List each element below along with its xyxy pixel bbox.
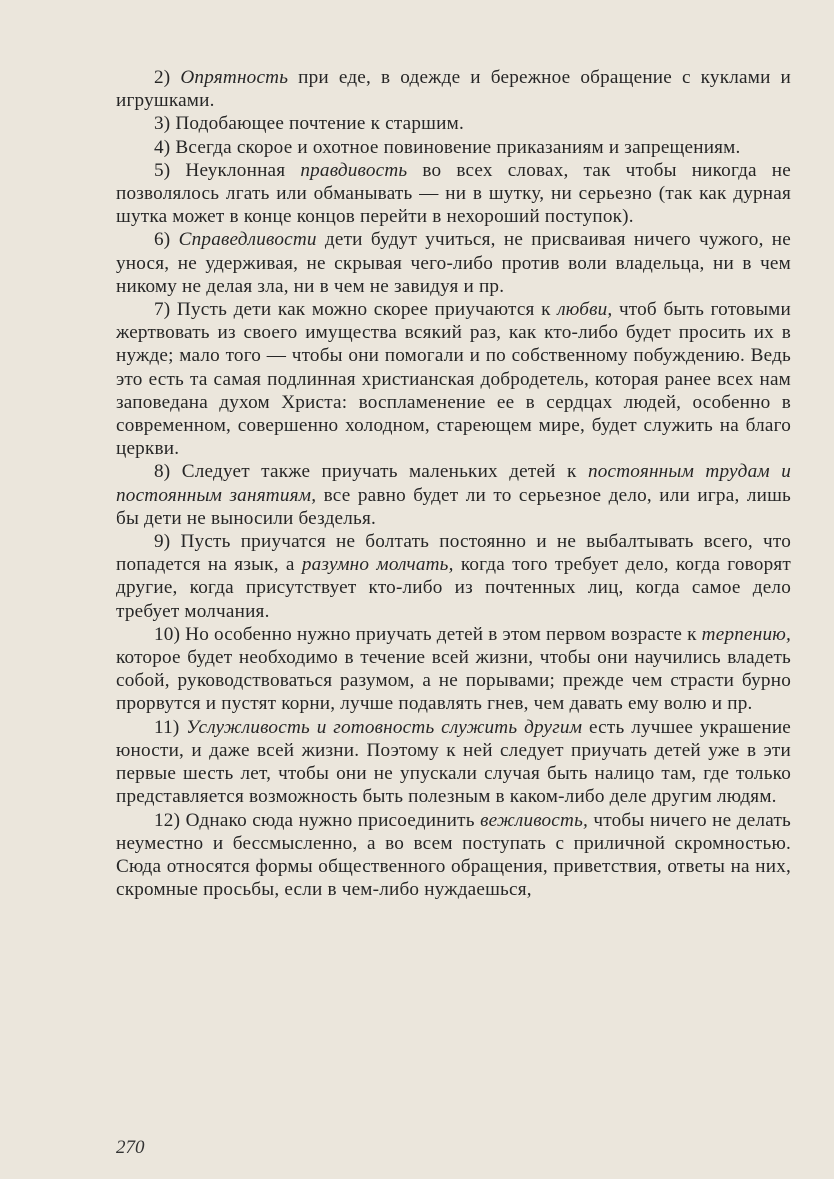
text-run: 9) Пусть приучатся не болтать постоянно и не выбалтывать всего, что попадется на язык, а (116, 531, 791, 576)
text-run: все равно будет ли то серьезное дело, или игра, лишь бы дети не выносили безделья. (116, 484, 791, 529)
text-run: 2) (154, 67, 181, 88)
paragraph (116, 460, 791, 530)
text-run: 12) Однако сюда нужно присоединить (154, 809, 481, 831)
emphasized-text: правдивость (300, 159, 408, 181)
emphasized-text: постоянным трудам и постоянным занятиям, (116, 461, 791, 506)
paragraph (116, 159, 791, 229)
paragraph (116, 530, 791, 623)
emphasized-text: Опрятность (180, 67, 289, 88)
text-run: чтобы ничего не делать неуместно и бессмысленно, а во всем поступать с приличной скромностью. Сюда относятся формы общественного обращения, приветствия, ответы на них, скромные просьбы, если в чем-либо нуждаешься, (116, 809, 791, 901)
text-run: 5) Неуклонная (154, 159, 301, 181)
text-run: 8) Следует также приучать маленьких детей к (154, 461, 588, 483)
text-run: когда того требует дело, когда говорят другие, когда присутствует кто-либо из почтенных лиц, когда самое дело требует молчания. (116, 554, 791, 622)
text-run: 10) Но особенно нужно приучать детей в этом первом возрасте к (154, 623, 702, 645)
body-text (116, 66, 791, 901)
text-run: дети будут учиться, не присваивая ничего чужого, не унося, не удерживая, не скрывая чего-либо против воли владельца, ни в чем никому не делая зла, ни в чем не завидуя и пр. (116, 229, 791, 297)
paragraph (116, 623, 791, 716)
text-run: 6) (154, 229, 179, 251)
paragraph (116, 298, 791, 460)
page-number: 270 (116, 1137, 145, 1158)
paragraph (116, 716, 791, 809)
emphasized-text: Услужливость и готовность служить другим (186, 716, 583, 738)
emphasized-text: любви, (557, 299, 613, 321)
emphasized-text: терпению, (701, 623, 791, 645)
emphasized-text: Справедливости (178, 229, 317, 251)
paragraph (116, 136, 791, 159)
text-run: 3) Подобающее почтение к старшим. (154, 113, 464, 135)
paragraph (116, 66, 791, 112)
paragraph (116, 112, 791, 135)
paragraph (116, 809, 791, 902)
text-run: 7) Пусть дети как можно скорее приучаются к (154, 299, 558, 321)
text-run: 4) Всегда скорое и охотное повиновение приказаниям и запрещениям. (154, 136, 741, 158)
emphasized-text: вежливость, (480, 809, 589, 831)
text-run: есть лучшее украшение юности, и даже всей жизни. Поэтому к ней следует приучать детей уже в эти первые шесть лет, чтобы они не упускали случая быть налицо там, где только представляется возможность быть полезным в каком-либо деле другим людям. (116, 716, 792, 808)
text-run: которое будет необходимо в течение всей жизни, чтобы они научились владеть собой, руководствоваться разумом, а не порывами; прежде чем страсти бурно прорвутся и пустят корни, лучше подавлять гнев, чем давать ему волю и пр. (116, 647, 791, 715)
emphasized-text: разумно молчать, (301, 554, 454, 576)
text-run: чтоб быть готовыми жертвовать из своего имущества всякий раз, как кто-либо будет просить их в нужде; мало того — чтобы они помогали и по собственному побуждению. Ведь это есть та самая подлинная христианская добродетель, которая ранее всех нам заповедана духом Христа: воспламенение ее в сердцах людей, особенно в современном, совершенно холодном, стареющем мире, будет служить на благо церкви. (116, 299, 791, 460)
text-run: при еде, в одежде и бережное обращение с куклами и игрушками. (116, 67, 791, 112)
paragraph (116, 228, 791, 298)
text-run: 11) (154, 716, 187, 738)
text-run: во всех словах, так чтобы никогда не позволялось лгать или обманывать — ни в шутку, ни серьезно (так как дурная шутка может в конце концов перейти в нехороший поступок). (116, 159, 791, 228)
